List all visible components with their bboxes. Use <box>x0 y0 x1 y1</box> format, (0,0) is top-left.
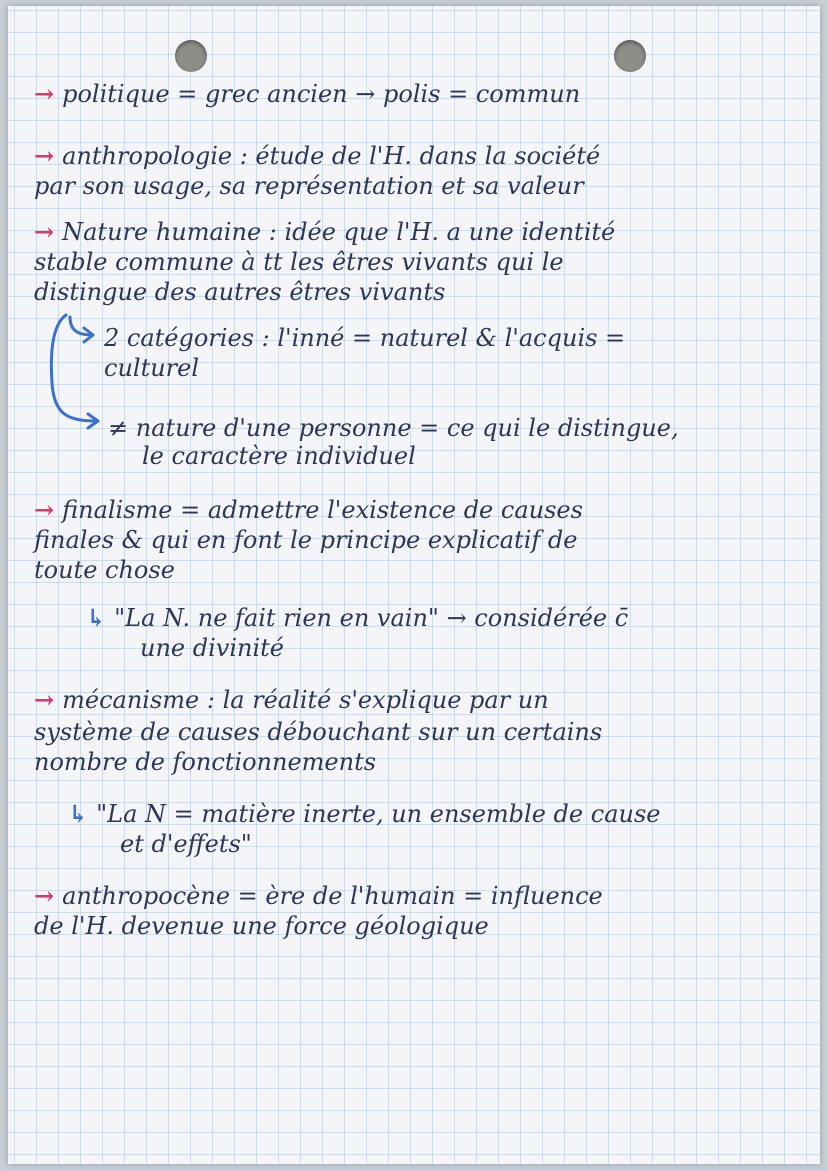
notebook-page <box>8 6 820 1164</box>
note-mecanisme <box>34 686 549 714</box>
arrow-icon: → <box>34 881 55 910</box>
note-anthropologie-line2: par son usage, sa représentation et sa valeur <box>34 172 584 200</box>
note-finalisme-quote <box>86 604 628 632</box>
note-mecanisme-quote-line2: et d'effets" <box>120 830 252 858</box>
note-politique <box>34 80 580 108</box>
punch-hole-right <box>614 40 646 72</box>
note-mecanisme-line3: nombre de fonctionnements <box>34 748 377 776</box>
note-mecanisme-line2: système de causes débouchant sur un certains <box>34 718 603 746</box>
note-anthropologie-line1: anthropologie : étude de l'H. dans la société <box>62 142 601 170</box>
arrow-icon: → <box>34 217 55 246</box>
note-nature-line3: distingue des autres êtres vivants <box>34 278 446 306</box>
note-mecanisme-quote <box>68 800 660 828</box>
note-anthropologie <box>34 142 600 170</box>
note-anthropocene <box>34 882 603 910</box>
arrow-icon: → <box>34 685 55 714</box>
arrow-icon: → <box>34 495 55 524</box>
arrow-icon: → <box>34 79 55 108</box>
note-mecanisme-line1: mécanisme : la réalité s'explique par un <box>62 686 549 714</box>
note-categories-line1: 2 catégories : l'inné = naturel & l'acquis = <box>104 324 626 352</box>
note-politique-text: politique = grec ancien → polis = commun <box>62 80 581 108</box>
note-nature-line2: stable commune à tt les êtres vivants qui le <box>34 248 564 276</box>
note-finalisme-quote-line2: une divinité <box>140 634 284 662</box>
note-finalisme <box>34 496 583 524</box>
hook-arrow-icon: ↳ <box>86 603 107 632</box>
arrow-icon: → <box>34 141 55 170</box>
note-finalisme-line2: finales & qui en font le principe explicatif de <box>34 526 578 554</box>
note-mecanisme-quote-line1: "La N = matière inerte, un ensemble de cause <box>96 800 661 828</box>
note-anthropocene-line2: de l'H. devenue une force géologique <box>34 912 489 940</box>
punch-hole-left <box>175 40 207 72</box>
note-nature-personne-line1: ≠ nature d'une personne = ce qui le distingue, <box>108 414 679 442</box>
hook-arrow-icon: ↳ <box>68 799 89 828</box>
note-categories-line2: culturel <box>104 354 200 382</box>
note-nature-personne-line2: le caractère individuel <box>142 442 416 470</box>
note-finalisme-quote-line1: "La N. ne fait rien en vain" → considérée c̄ <box>114 604 629 632</box>
note-nature-humaine <box>34 218 615 246</box>
note-finalisme-line3: toute chose <box>34 556 175 584</box>
note-nature-line1: Nature humaine : idée que l'H. a une identité <box>62 218 616 246</box>
note-anthropocene-line1: anthropocène = ère de l'humain = influence <box>62 882 603 910</box>
note-finalisme-line1: finalisme = admettre l'existence de causes <box>62 496 583 524</box>
blue-bracket-connector <box>46 313 102 431</box>
